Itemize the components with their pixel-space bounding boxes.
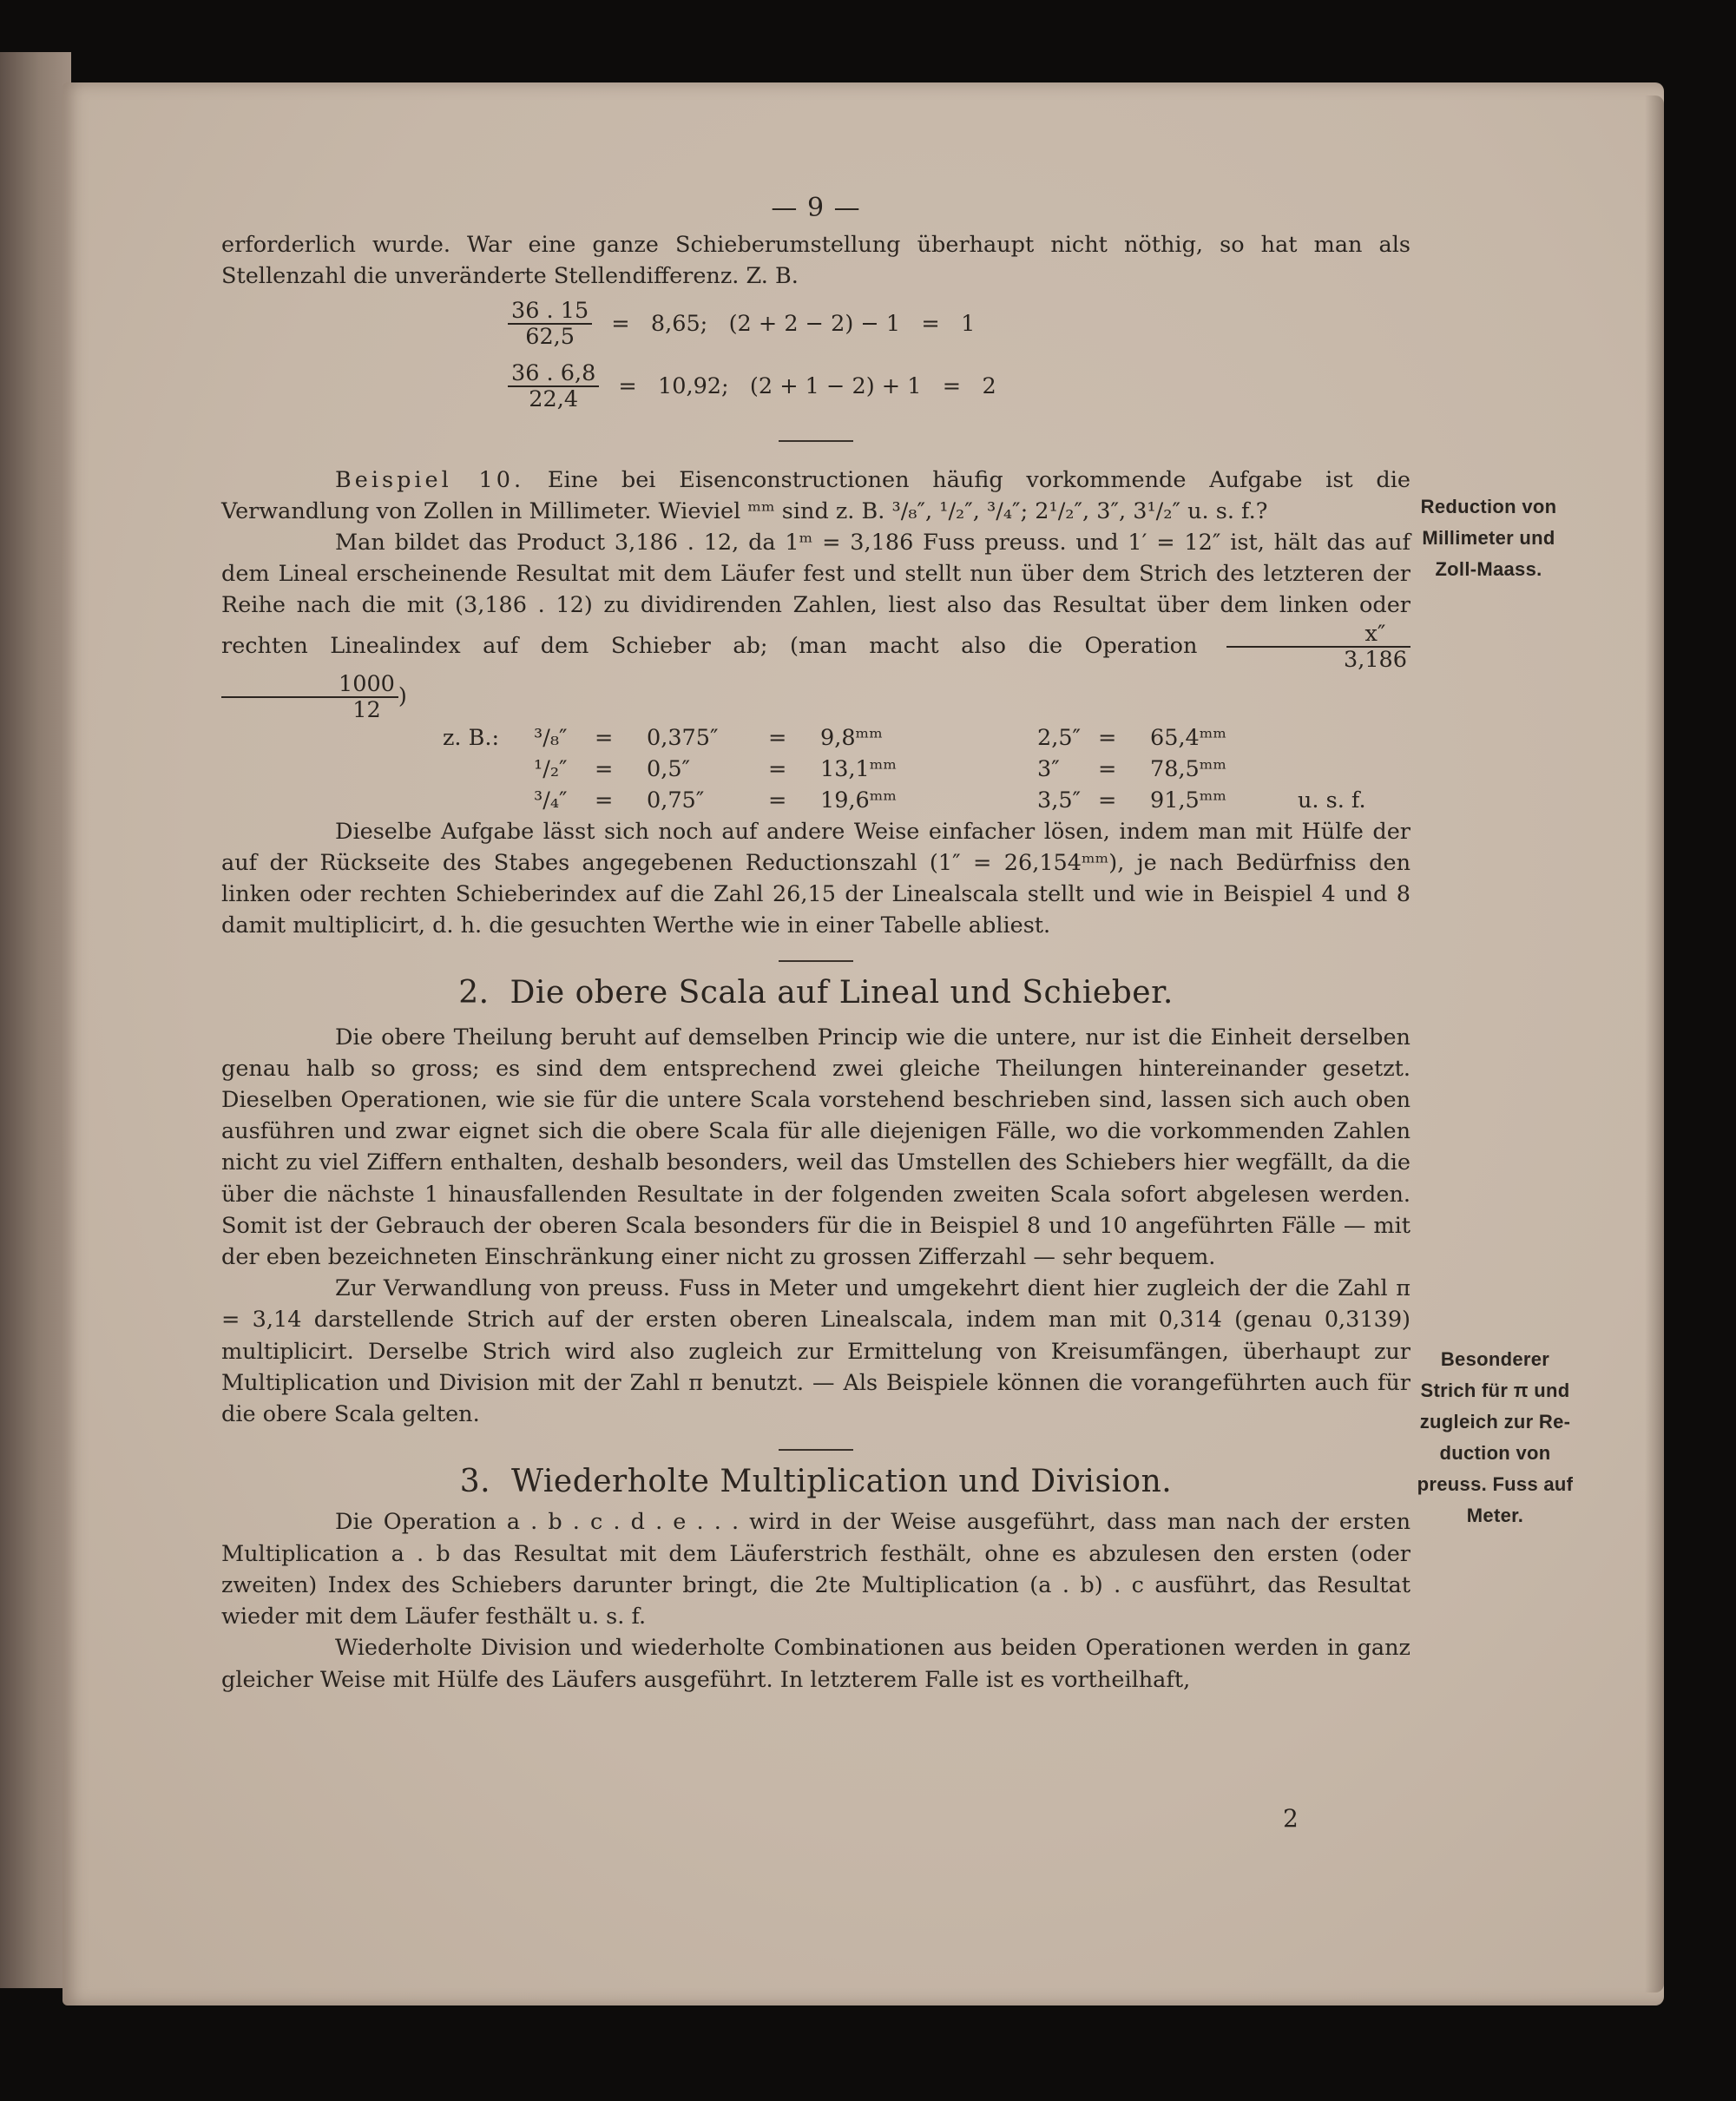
page-edge-shadow <box>1645 96 1664 1992</box>
table-cell: 13,1ᵐᵐ <box>820 755 898 782</box>
table-cell: ³/₈″ <box>534 724 568 751</box>
denominator: 12 <box>352 696 381 723</box>
table-cell: z. B.: <box>443 724 500 751</box>
numerator: 36 . 15 <box>508 299 592 325</box>
example-lead: Beispiel 10. <box>335 466 525 493</box>
numerator: 36 . 6,8 <box>508 361 599 387</box>
beispiel-10-paragraph <box>221 464 1410 527</box>
table-row <box>443 754 1410 785</box>
table-cell: u. s. f. <box>1298 787 1366 813</box>
margin-note-line: Besonderer <box>1440 1348 1550 1370</box>
denominator: 62,5 <box>525 323 575 350</box>
table-cell: 91,5ᵐᵐ <box>1150 787 1227 813</box>
table-cell: = <box>595 787 614 813</box>
table-cell: 0,75″ <box>647 787 705 813</box>
section-3-paragraph-1: Die Operation a . b . c . d . e . . . wird in der Weise ausgeführt, dass man nach der ersten Multiplication a . b das Resultat mit dem Läuferstrich festhält, ohne es abzulesen den ersten (oder zweiten) Index des Schiebers darunter bringt, die 2te Multiplication (a . b) . c ausführt, das Resultat wieder mit dem Läufer festhält u. s. f. <box>221 1509 1410 1630</box>
section-2-heading: 2. Die obere Scala auf Lineal und Schieber. <box>458 975 1174 1011</box>
operation-close: ) <box>398 682 407 709</box>
fraction <box>508 299 592 349</box>
table-row <box>443 722 1410 754</box>
table-cell: = <box>595 724 614 751</box>
equation-2 <box>508 355 1410 418</box>
section-2-paragraph-2: Zur Verwandlung von preuss. Fuss in Meter und umgekehrt dient hier zugleich der die Zahl π = 3,14 darstellende Strich auf der ersten oberen Linealscala, indem man mit 0,314 (genau 0,3139) multiplicirt. Derselbe Strich wird also zugleich zur Ermittelung von Kreisumfängen, überhaupt zur Multiplication und Division mit der Zahl π benutzt. — Als Beispiele können die vorangeführten auch für die obere Scala gelten. <box>221 1275 1410 1428</box>
table-cell: = <box>768 755 787 782</box>
margin-note-line: Meter. <box>1466 1505 1524 1526</box>
operation-fraction-a <box>1226 622 1410 672</box>
method-text: Man bildet das Product 3,186 . 12, da 1ᵐ = 3,186 Fuss preuss. und 1′ = 12″ ist, hält das auf dem Lineal erscheinende Resultat mit dem Läufer fest und stellt nun über dem Strich des letzteren der Reihe nach die mit (3,186 . 12) zu dividirenden Zahlen, liest also das Resultat über dem linken oder rechten Linealindex auf dem Schieber ab; (man macht also die Operation <box>221 530 1410 659</box>
section-2-paragraph-1: Die obere Theilung beruht auf demselben Princip wie die untere, nur ist die Einheit derselben genau halb so gross; es sind dem entsprechend zwei gleiche Theilungen hintereinander gesetzt. Dieselben Operationen, wie sie für die untere Scala vorstehend beschrieben sind, lassen sich auch oben ausführen und zwar eignet sich die obere Scala für alle diejenigen Fälle, wo die vorkommenden Zahlen nicht zu viel Ziffern enthalten, deshalb besonders, weil das Umstellen des Schiebers hier wegfällt, da die über die nächste 1 hinausfallenden Resultate in der folgenden zweiten Scala sofort abgelesen werden. Somit ist der Gebrauch der oberen Scala besonders für die in Beispiel 8 und 10 angeführten Fälle — mit der eben bezeichneten Einschränkung einer nicht zu grossen Zifferzahl — sehr bequem. <box>221 1024 1410 1271</box>
margin-note-line: zugleich zur Re- <box>1419 1411 1571 1432</box>
page-number: — 9 — <box>771 193 861 223</box>
table-cell: 2,5″ <box>1037 724 1082 751</box>
table-cell: 65,4ᵐᵐ <box>1150 724 1227 751</box>
numerator: x″ <box>1226 622 1410 648</box>
equation-1 <box>508 293 1410 355</box>
table-cell: 3,5″ <box>1037 787 1082 813</box>
table-cell: 0,5″ <box>647 755 691 782</box>
table-cell: ³/₄″ <box>534 787 568 813</box>
alternative-method-paragraph: Dieselbe Aufgabe lässt sich noch auf andere Weise einfacher lösen, indem man mit Hülfe der auf der Rückseite des Stabes angegebenen Reductionszahl (1″ = 26,154ᵐᵐ), je nach Bedürfniss den linken oder rechten Schieberindex auf die Zahl 26,15 der Linealscala stellt und wie in Beispiel 4 und 8 damit multiplicirt, d. h. die gesuchten Werthe wie in einer Tabelle abliest. <box>221 818 1410 939</box>
signature-mark: 2 <box>1283 1804 1299 1833</box>
beispiel-10-method <box>221 527 1410 722</box>
margin-note-reduction <box>1410 491 1567 585</box>
example-text: Eine bei Eisenconstructionen häufig vorkommende Aufgabe ist die Verwandlung von Zollen in Millimeter. Wieviel ᵐᵐ sind z. B. ³/₈″, ¹/₂″, ³/₄″; 2¹/₂″, 3″, 3¹/₂″ u. s. f.? <box>221 466 1410 524</box>
margin-note-pi-strich <box>1410 1344 1580 1531</box>
margin-note-line: preuss. Fuss auf <box>1417 1473 1574 1495</box>
section-3-heading: 3. Wiederholte Multiplication und Division. <box>459 1464 1173 1500</box>
numerator: 1000 <box>221 672 398 698</box>
table-cell: ¹/₂″ <box>534 755 568 782</box>
table-cell: = <box>768 787 787 813</box>
margin-note-line: Strich für π und <box>1420 1380 1570 1401</box>
equation-result: = 10,92; (2 + 1 − 2) + 1 = 2 <box>618 372 996 399</box>
table-row <box>443 785 1410 816</box>
table-cell: = <box>1098 755 1117 782</box>
table-cell: = <box>1098 787 1117 813</box>
margin-note-line: duction von <box>1439 1442 1551 1464</box>
margin-note-line: Reduction von <box>1420 496 1557 517</box>
intro-paragraph: erforderlich wurde. War eine ganze Schieberumstellung überhaupt nicht nöthig, so hat man als Stellenzahl die unveränderte Stellendifferenz. Z. B. <box>221 232 1410 290</box>
table-cell: = <box>1098 724 1117 751</box>
fraction <box>508 361 599 412</box>
table-cell: 3″ <box>1037 755 1060 782</box>
table-cell: = <box>768 724 787 751</box>
equation-result: = 8,65; (2 + 2 − 2) − 1 = 1 <box>611 310 976 337</box>
conversion-table <box>443 722 1410 816</box>
section-3-paragraph-2: Wiederholte Division und wiederholte Combinationen aus beiden Operationen werden in ganz gleicher Weise mit Hülfe des Läufers ausgeführt. In letzterem Falle ist es vortheilhaft, <box>221 1635 1410 1693</box>
operation-fraction-b <box>221 672 398 722</box>
denominator: 3,186 <box>1343 646 1407 673</box>
left-page-edge <box>0 52 71 1988</box>
table-cell: 0,375″ <box>647 724 719 751</box>
page-text <box>221 193 1410 1696</box>
table-cell: 78,5ᵐᵐ <box>1150 755 1227 782</box>
denominator: 22,4 <box>529 385 579 412</box>
table-cell: 9,8ᵐᵐ <box>820 724 883 751</box>
margin-note-line: Zoll-Maass. <box>1435 558 1542 580</box>
margin-note-line: Millimeter und <box>1422 527 1555 549</box>
table-cell: 19,6ᵐᵐ <box>820 787 898 813</box>
table-cell: = <box>595 755 614 782</box>
